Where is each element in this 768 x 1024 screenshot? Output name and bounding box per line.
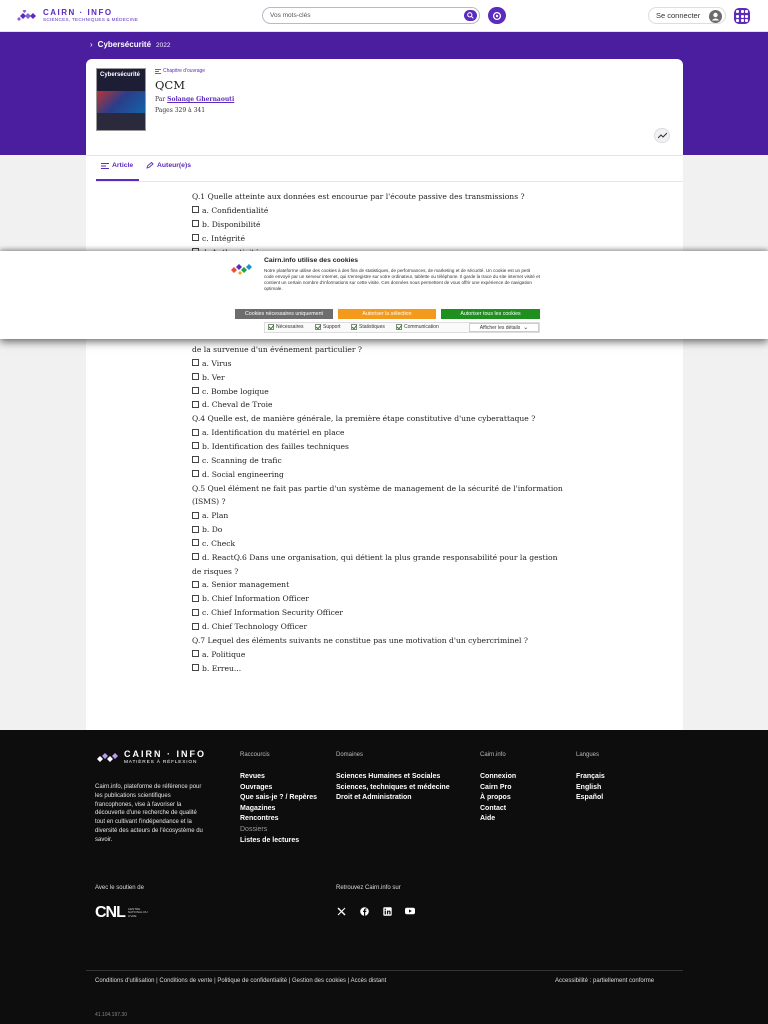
answer-option[interactable] <box>192 662 241 676</box>
login-label: Se connecter <box>656 11 701 20</box>
footer-link[interactable]: Magazines <box>240 804 276 812</box>
checkbox-icon[interactable] <box>192 387 199 394</box>
language-link[interactable]: Español <box>576 794 604 802</box>
footer-link[interactable]: À propos <box>480 794 511 802</box>
search-settings-button[interactable] <box>488 7 506 24</box>
answer-option[interactable] <box>192 371 225 385</box>
footer-logo[interactable] <box>95 750 206 766</box>
checkbox-icon[interactable] <box>192 664 199 671</box>
grid-icon <box>736 10 739 13</box>
cookie-opt-support[interactable]: Support <box>315 324 341 330</box>
checkbox-icon[interactable] <box>192 401 199 408</box>
checkbox-icon[interactable] <box>192 359 199 366</box>
line-text: d. Cheval de Troie <box>202 400 273 410</box>
footer-link[interactable]: Aide <box>480 815 496 823</box>
checkbox-icon[interactable] <box>192 623 199 630</box>
checkbox-icon[interactable] <box>192 373 199 380</box>
legal-link[interactable]: Politique de confidentialité <box>217 978 288 984</box>
footer-link[interactable]: Droit et Administration <box>336 794 412 802</box>
search-icon <box>467 12 474 19</box>
checkbox-icon[interactable] <box>192 539 199 546</box>
line-text: b. Do <box>202 525 223 535</box>
answer-option[interactable] <box>192 204 268 218</box>
breadcrumb-year: 2022 <box>156 42 171 49</box>
chart-line-icon <box>658 132 667 139</box>
breadcrumb[interactable] <box>90 40 171 49</box>
line-text: b. Chief Information Officer <box>202 594 309 604</box>
checkbox-icon[interactable] <box>192 456 199 463</box>
footer-col-domains <box>336 772 450 804</box>
language-link[interactable]: Français <box>576 773 605 780</box>
legal-link[interactable]: Conditions de vente <box>159 978 213 984</box>
line-text: b. Disponibilité <box>202 219 261 229</box>
language-link[interactable]: English <box>576 783 602 791</box>
line-text: c. Check <box>202 538 236 548</box>
article-icon <box>101 163 109 169</box>
search-button[interactable] <box>464 10 477 21</box>
cookie-title: Cairn.info utilise des cookies <box>264 257 359 264</box>
footer-divider <box>86 970 683 971</box>
checkbox-icon[interactable] <box>192 650 199 657</box>
answer-option[interactable] <box>192 606 343 620</box>
question-text <box>192 495 226 509</box>
line-text: b. Ver <box>202 372 225 382</box>
content-card <box>86 59 683 730</box>
cookie-opt-stats[interactable]: Statistiques <box>351 324 385 330</box>
answer-option[interactable] <box>192 468 284 482</box>
page-range: Pages 329 à 341 <box>155 107 206 114</box>
legal-link[interactable]: Gestion des cookies <box>292 978 347 984</box>
line-text: Q.4 Quelle est, de manière générale, la première étape constitutive d'une cyberattaque ? <box>192 414 536 424</box>
cookie-necessary-button[interactable]: Cookies nécessaires uniquement <box>235 309 333 319</box>
checkbox-icon[interactable] <box>192 206 199 213</box>
legal-links: Conditions d'utilisation | Conditions de vente | Politique de confidentialité | Gestion des cookies | Accès distant <box>95 978 387 984</box>
logo-name: CAIRN · INFO <box>43 8 113 18</box>
answer-option[interactable] <box>192 523 222 537</box>
youtube-icon[interactable] <box>405 906 415 916</box>
cairn-logo-icon <box>16 10 38 22</box>
footer-description: Cairn.info, plateforme de référence pour les publications scientifiques francophones, vise à favoriser la découverte d'une recherche de qualité tout en cultivant l'indépendance et la diversité des acteurs de l'écosystème du savoir. <box>95 784 203 843</box>
tab-article-label: Article <box>112 162 134 169</box>
checkbox-icon[interactable] <box>192 512 199 519</box>
user-avatar-icon <box>709 10 722 23</box>
cnl-logo-subtext: CENTRE NATIONAL DU LIVRE <box>127 906 148 918</box>
legal-link[interactable]: Accès distant <box>350 978 387 984</box>
byline-prefix: Par <box>155 96 166 103</box>
tab-authors-label: Auteur(e)s <box>157 162 191 169</box>
line-text: de risques ? <box>192 566 239 576</box>
answer-option[interactable] <box>192 426 344 440</box>
follow-label: Retrouvez Cairn.info sur <box>336 885 401 891</box>
line-text: c. Bombe logique <box>202 386 269 396</box>
header-divider <box>86 155 683 156</box>
footer-head-cairn: Cairn.info <box>480 752 506 758</box>
checkbox-icon[interactable] <box>192 595 199 602</box>
search-input[interactable] <box>270 12 450 19</box>
byline <box>155 96 234 103</box>
chapter-icon <box>155 69 161 74</box>
logo-tagline: SCIENCES, TECHNIQUES & MÉDECINE <box>43 17 139 23</box>
answer-option[interactable] <box>192 648 245 662</box>
apps-grid-button[interactable] <box>734 8 750 24</box>
top-bar <box>0 0 768 32</box>
book-cover[interactable] <box>96 68 146 131</box>
footer-col-shortcuts <box>240 772 317 846</box>
answer-option[interactable] <box>192 551 557 565</box>
checkbox-icon <box>315 324 321 330</box>
cookie-selection-button[interactable]: Autoriser la sélection <box>338 309 436 319</box>
footer-link[interactable]: Connexion <box>480 773 517 780</box>
content-kind-label: Chapitre d'ouvrage <box>163 68 206 74</box>
footer-link[interactable]: Que sais-je ? / Repères <box>240 794 318 802</box>
answer-option[interactable] <box>192 537 235 551</box>
footer-link[interactable]: Dossiers <box>240 825 268 833</box>
line-text: a. Confidentialité <box>202 205 269 215</box>
x-twitter-icon[interactable] <box>336 906 346 916</box>
checkbox-icon <box>351 324 357 330</box>
line-text: d. ReactQ.6 Dans une organisation, qui détient la plus grande responsabilité pour la gestion <box>202 552 558 562</box>
checkbox-icon[interactable] <box>192 220 199 227</box>
question-text <box>192 412 535 426</box>
answer-option[interactable] <box>192 357 232 371</box>
answer-option[interactable] <box>192 509 228 523</box>
line-text: a. Senior management <box>202 580 290 590</box>
cairn-logo-icon <box>95 751 119 765</box>
footer-head-languages: Langues <box>576 752 600 758</box>
pen-icon <box>146 162 154 169</box>
answer-option[interactable] <box>192 440 349 454</box>
search-bar <box>262 7 480 24</box>
login-button[interactable] <box>648 7 726 24</box>
question-text <box>192 565 238 579</box>
footer-logo-tagline: MATIÈRES À RÉFLEXION <box>124 760 198 765</box>
cookie-opt-necessary[interactable]: Nécessaires <box>268 324 304 330</box>
support-label: Avec le soutien de <box>95 885 144 891</box>
line-text: Q.7 Lequel des éléments suivants ne constitue pas une motivation d'un cybercriminel ? <box>192 635 528 645</box>
footer-head-shortcuts: Raccourcis <box>240 752 270 758</box>
checkbox-icon <box>396 324 402 330</box>
footer-head-domains: Domaines <box>336 752 364 758</box>
article-title: QCM <box>155 78 186 92</box>
footer-link[interactable]: Sciences Humaines et Sociales <box>336 773 441 780</box>
line-text: (ISMS) ? <box>192 497 226 507</box>
content-kind <box>155 68 205 74</box>
legal-link[interactable]: Conditions d'utilisation <box>95 978 155 984</box>
breadcrumb-title: Cybersécurité <box>97 40 152 49</box>
line-text: de la survenue d'un événement particulier ? <box>192 345 362 354</box>
line-text: d. Chief Technology Officer <box>202 622 308 631</box>
footer-logo-name: CAIRN · INFO <box>124 749 206 759</box>
line-text: a. Politique <box>202 649 246 659</box>
chevron-right-icon: › <box>90 40 93 49</box>
facebook-icon[interactable] <box>359 906 369 916</box>
cairn-logo[interactable] <box>16 8 138 24</box>
cookie-text: Notre plateforme utilise des cookies à des fins de statistiques, de performances, de marketing et de sécurité. Un cookie est un petit code envoyé par un serveur internet, qui s'enregistre sur votre ordinateur, tablette ou téléphone. Il garde la trace du site internet visité et contient un certain nombre d'informations sur cette visite. Ces données nous permettent de vous offrir une expérience de navigation optimale. <box>264 268 540 291</box>
answer-option[interactable] <box>192 232 245 246</box>
checkbox-icon[interactable] <box>192 234 199 241</box>
footer-link[interactable]: Listes de lectures <box>240 836 300 844</box>
cover-title: Cybersécurité <box>100 72 141 78</box>
settings-icon <box>492 11 502 21</box>
footer-link[interactable]: Rencontres <box>240 815 279 823</box>
line-text: Q.5 Quel élément ne fait pas partie d'un système de management de la sécurité de l'information <box>192 483 563 493</box>
line-text: b. Erreu... <box>202 663 242 673</box>
checkbox-icon[interactable] <box>192 470 199 477</box>
linkedin-icon[interactable] <box>382 906 392 916</box>
chevron-down-icon: ⌄ <box>523 325 529 331</box>
line-text: c. Scanning de trafic <box>202 455 282 465</box>
answer-option[interactable] <box>192 454 282 468</box>
answer-option[interactable] <box>192 592 309 606</box>
tab-authors[interactable] <box>146 162 191 169</box>
author-link[interactable]: Solange Ghernaouti <box>167 96 235 103</box>
question-text <box>192 634 528 648</box>
checkbox-icon[interactable] <box>192 442 199 449</box>
answer-option[interactable] <box>192 385 269 399</box>
answer-option[interactable] <box>192 620 307 634</box>
checkbox-icon[interactable] <box>192 526 199 533</box>
ip-address: 41.104.197.30 <box>95 1012 127 1018</box>
tab-article[interactable] <box>101 162 133 169</box>
stats-button[interactable] <box>654 128 670 143</box>
footer-link[interactable]: Sciences, techniques et médecine <box>336 783 450 791</box>
line-text: d. Social engineering <box>202 469 284 479</box>
cnl-logo[interactable] <box>95 904 150 922</box>
footer-link[interactable]: Cairn Pro <box>480 783 512 791</box>
checkbox-icon[interactable] <box>192 429 199 436</box>
line-text: a. Plan <box>202 511 229 521</box>
answer-option[interactable] <box>192 398 273 412</box>
line-text: a. Virus <box>202 358 232 368</box>
footer-link[interactable]: Contact <box>480 804 507 812</box>
checkbox-icon <box>268 324 274 330</box>
checkbox-icon[interactable] <box>192 553 199 560</box>
cookie-opt-communication[interactable]: Communication <box>396 324 439 330</box>
footer-link[interactable]: Revues <box>240 773 265 780</box>
cookie-details-button[interactable]: Afficher les détails ⌄ <box>469 323 539 332</box>
cnl-logo-text: CNL <box>95 904 125 921</box>
cairn-cookie-logo-icon <box>229 262 253 276</box>
footer-col-cairn <box>480 772 516 825</box>
question-text <box>192 190 525 204</box>
line-text: c. Chief Information Security Officer <box>202 608 343 618</box>
accessibility-link[interactable]: Accessibilité : partiellement conforme <box>555 978 655 984</box>
cookie-all-button[interactable]: Autoriser tous les cookies <box>441 309 540 319</box>
footer-link[interactable]: Ouvrages <box>240 783 273 791</box>
line-text: b. Identification des failles techniques <box>202 441 349 451</box>
answer-option[interactable] <box>192 218 261 232</box>
checkbox-icon[interactable] <box>192 581 199 588</box>
answer-option[interactable] <box>192 578 289 592</box>
cover-image <box>97 91 146 113</box>
question-text <box>192 482 563 496</box>
line-text: Q.1 Quelle atteinte aux données est encourue par l'écoute passive des transmissions ? <box>192 192 525 201</box>
line-text: a. Identification du matériel en place <box>202 428 345 438</box>
checkbox-icon[interactable] <box>192 609 199 616</box>
footer-col-languages <box>576 772 605 804</box>
question-text <box>192 343 362 357</box>
line-text: c. Intégrité <box>202 233 245 243</box>
